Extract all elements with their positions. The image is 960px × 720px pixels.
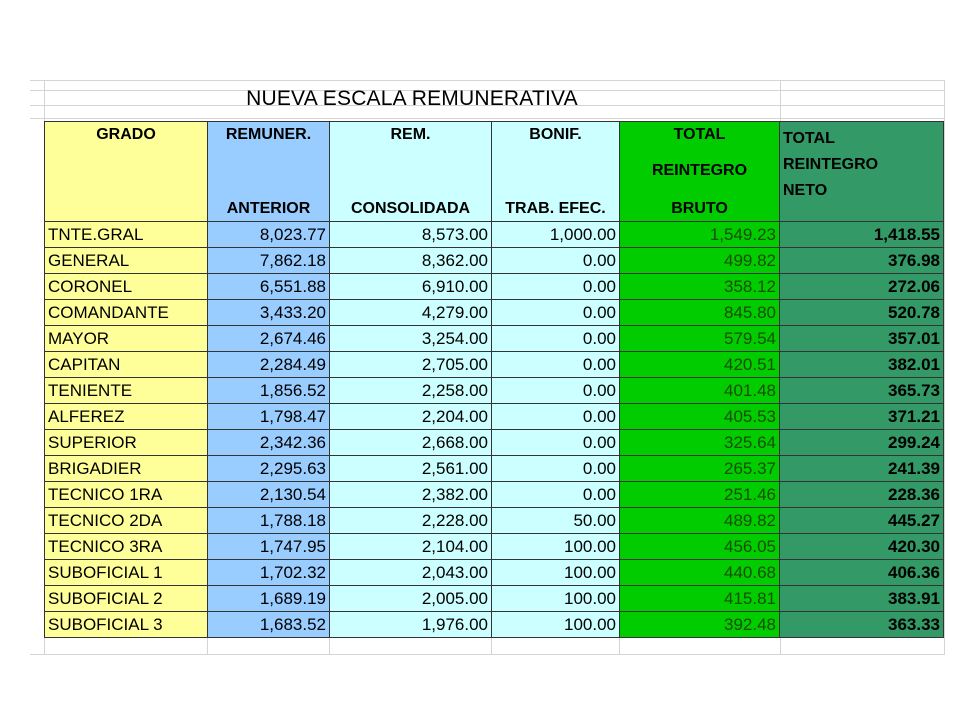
table-body xyxy=(45,222,944,638)
cell-rem[interactable]: 2,668.00 xyxy=(330,430,492,456)
table-row xyxy=(45,508,944,534)
header-bonif-top: BONIF. xyxy=(529,126,582,143)
table-row xyxy=(45,612,944,638)
cell-grado[interactable]: BRIGADIER xyxy=(45,456,208,482)
salary-table xyxy=(44,121,944,638)
cell-anterior[interactable]: 2,342.36 xyxy=(208,430,330,456)
cell-neto[interactable]: 445.27 xyxy=(780,508,944,534)
header-bruto-top: TOTAL xyxy=(673,126,726,143)
cell-anterior[interactable]: 7,862.18 xyxy=(208,248,330,274)
cell-anterior[interactable]: 3,433.20 xyxy=(208,300,330,326)
cell-rem[interactable]: 2,228.00 xyxy=(330,508,492,534)
header-neto[interactable] xyxy=(780,122,944,222)
cell-bonif[interactable]: 100.00 xyxy=(492,612,620,638)
header-bonif-bottom: TRAB. EFEC. xyxy=(505,200,606,217)
table-row xyxy=(45,586,944,612)
cell-rem[interactable]: 2,561.00 xyxy=(330,456,492,482)
cell-grado[interactable]: GENERAL xyxy=(45,248,208,274)
cell-rem[interactable]: 8,573.00 xyxy=(330,222,492,248)
cell-rem[interactable]: 2,382.00 xyxy=(330,482,492,508)
cell-rem[interactable]: 2,705.00 xyxy=(330,352,492,378)
table-row xyxy=(45,326,944,352)
header-grado[interactable] xyxy=(45,122,208,222)
table-row xyxy=(45,248,944,274)
cell-bruto[interactable]: 265.37 xyxy=(620,456,780,482)
cell-bruto[interactable]: 440.68 xyxy=(620,560,780,586)
cell-rem[interactable]: 6,910.00 xyxy=(330,274,492,300)
cell-rem[interactable]: 4,279.00 xyxy=(330,300,492,326)
header-anterior-bottom: ANTERIOR xyxy=(226,200,311,217)
cell-grado[interactable]: TNTE.GRAL xyxy=(45,222,208,248)
cell-bonif[interactable]: 100.00 xyxy=(492,534,620,560)
cell-grado[interactable]: SUPERIOR xyxy=(45,430,208,456)
cell-bruto[interactable]: 420.51 xyxy=(620,352,780,378)
table-row xyxy=(45,482,944,508)
table-row xyxy=(45,352,944,378)
cell-neto[interactable]: 420.30 xyxy=(780,534,944,560)
header-bonif[interactable] xyxy=(492,122,620,222)
cell-bruto[interactable]: 325.64 xyxy=(620,430,780,456)
cell-anterior[interactable]: 1,856.52 xyxy=(208,378,330,404)
cell-bonif[interactable]: 0.00 xyxy=(492,430,620,456)
cell-neto[interactable]: 383.91 xyxy=(780,586,944,612)
cell-bonif[interactable]: 0.00 xyxy=(492,248,620,274)
table-row xyxy=(45,560,944,586)
sheet-title: NUEVA ESCALA REMUNERATIVA xyxy=(246,87,578,110)
cell-rem[interactable]: 2,043.00 xyxy=(330,560,492,586)
cell-bruto[interactable]: 456.05 xyxy=(620,534,780,560)
cell-anterior[interactable]: 1,798.47 xyxy=(208,404,330,430)
cell-bruto[interactable]: 401.48 xyxy=(620,378,780,404)
cell-neto[interactable]: 406.36 xyxy=(780,560,944,586)
cell-rem[interactable]: 2,005.00 xyxy=(330,586,492,612)
cell-anterior[interactable]: 2,674.46 xyxy=(208,326,330,352)
cell-bonif[interactable]: 0.00 xyxy=(492,352,620,378)
cell-neto[interactable]: 520.78 xyxy=(780,300,944,326)
cell-grado[interactable]: CORONEL xyxy=(45,274,208,300)
cell-bruto[interactable]: 405.53 xyxy=(620,404,780,430)
cell-rem[interactable]: 2,104.00 xyxy=(330,534,492,560)
cell-grado[interactable]: ALFEREZ xyxy=(45,404,208,430)
cell-anterior[interactable]: 2,295.63 xyxy=(208,456,330,482)
cell-rem[interactable]: 8,362.00 xyxy=(330,248,492,274)
cell-rem[interactable]: 1,976.00 xyxy=(330,612,492,638)
cell-neto[interactable]: 365.73 xyxy=(780,378,944,404)
cell-anterior[interactable]: 8,023.77 xyxy=(208,222,330,248)
cell-neto[interactable]: 241.39 xyxy=(780,456,944,482)
table-row xyxy=(45,274,944,300)
cell-bonif[interactable]: 0.00 xyxy=(492,404,620,430)
table-row xyxy=(45,430,944,456)
table-row xyxy=(45,404,944,430)
cell-neto[interactable]: 1,418.55 xyxy=(780,222,944,248)
cell-bruto[interactable]: 392.48 xyxy=(620,612,780,638)
cell-grado[interactable]: SUBOFICIAL 3 xyxy=(45,612,208,638)
cell-bonif[interactable]: 0.00 xyxy=(492,326,620,352)
header-grado-label: GRADO xyxy=(96,126,156,143)
header-rem-top: REM. xyxy=(390,126,431,143)
header-neto-line3: NETO xyxy=(783,182,828,199)
table-row xyxy=(45,300,944,326)
cell-grado[interactable]: TECNICO 3RA xyxy=(45,534,208,560)
cell-bruto[interactable]: 489.82 xyxy=(620,508,780,534)
cell-bruto[interactable]: 415.81 xyxy=(620,586,780,612)
cell-anterior[interactable]: 2,284.49 xyxy=(208,352,330,378)
cell-bonif[interactable]: 100.00 xyxy=(492,560,620,586)
cell-neto[interactable]: 357.01 xyxy=(780,326,944,352)
cell-rem[interactable]: 2,258.00 xyxy=(330,378,492,404)
cell-anterior[interactable]: 1,683.52 xyxy=(208,612,330,638)
cell-bruto[interactable]: 499.82 xyxy=(620,248,780,274)
cell-bonif[interactable]: 0.00 xyxy=(492,456,620,482)
cell-grado[interactable]: TECNICO 2DA xyxy=(45,508,208,534)
cell-grado[interactable]: TENIENTE xyxy=(45,378,208,404)
cell-rem[interactable]: 2,204.00 xyxy=(330,404,492,430)
header-bruto-mid: REINTEGRO xyxy=(651,162,748,179)
cell-neto[interactable]: 376.98 xyxy=(780,248,944,274)
header-anterior[interactable] xyxy=(208,122,330,222)
cell-anterior[interactable]: 1,689.19 xyxy=(208,586,330,612)
cell-bruto[interactable]: 1,549.23 xyxy=(620,222,780,248)
header-bruto-bottom: BRUTO xyxy=(671,200,728,217)
cell-bonif[interactable]: 0.00 xyxy=(492,274,620,300)
cell-anterior[interactable]: 6,551.88 xyxy=(208,274,330,300)
cell-grado[interactable]: SUBOFICIAL 1 xyxy=(45,560,208,586)
cell-anterior[interactable]: 1,747.95 xyxy=(208,534,330,560)
cell-bonif[interactable]: 1,000.00 xyxy=(492,222,620,248)
cell-bonif[interactable]: 50.00 xyxy=(492,508,620,534)
table-row xyxy=(45,456,944,482)
cell-neto[interactable]: 363.33 xyxy=(780,612,944,638)
cell-grado[interactable]: TECNICO 1RA xyxy=(45,482,208,508)
cell-bonif[interactable]: 100.00 xyxy=(492,586,620,612)
cell-grado[interactable]: SUBOFICIAL 2 xyxy=(45,586,208,612)
header-rem-bottom: CONSOLIDADA xyxy=(350,200,471,217)
header-anterior-top: REMUNER. xyxy=(225,126,312,143)
cell-neto[interactable]: 272.06 xyxy=(780,274,944,300)
cell-bonif[interactable]: 0.00 xyxy=(492,482,620,508)
header-neto-line2: REINTEGRO xyxy=(783,156,879,173)
cell-bruto[interactable]: 251.46 xyxy=(620,482,780,508)
cell-anterior[interactable]: 1,702.32 xyxy=(208,560,330,586)
cell-grado[interactable]: MAYOR xyxy=(45,326,208,352)
cell-bonif[interactable]: 0.00 xyxy=(492,300,620,326)
header-neto-line1: TOTAL xyxy=(783,130,835,147)
header-row xyxy=(45,122,944,222)
cell-neto[interactable]: 371.21 xyxy=(780,404,944,430)
table-row xyxy=(45,534,944,560)
cell-neto[interactable]: 382.01 xyxy=(780,352,944,378)
header-rem[interactable] xyxy=(330,122,492,222)
cell-grado[interactable]: CAPITAN xyxy=(45,352,208,378)
cell-rem[interactable]: 3,254.00 xyxy=(330,326,492,352)
table-row xyxy=(45,378,944,404)
cell-anterior[interactable]: 1,788.18 xyxy=(208,508,330,534)
table-row xyxy=(45,222,944,248)
cell-neto[interactable]: 299.24 xyxy=(780,430,944,456)
cell-bruto[interactable]: 845.80 xyxy=(620,300,780,326)
cell-bonif[interactable]: 0.00 xyxy=(492,378,620,404)
cell-grado[interactable]: COMANDANTE xyxy=(45,300,208,326)
cell-bruto[interactable]: 358.12 xyxy=(620,274,780,300)
cell-neto[interactable]: 228.36 xyxy=(780,482,944,508)
cell-bruto[interactable]: 579.54 xyxy=(620,326,780,352)
header-bruto[interactable] xyxy=(620,122,780,222)
cell-anterior[interactable]: 2,130.54 xyxy=(208,482,330,508)
